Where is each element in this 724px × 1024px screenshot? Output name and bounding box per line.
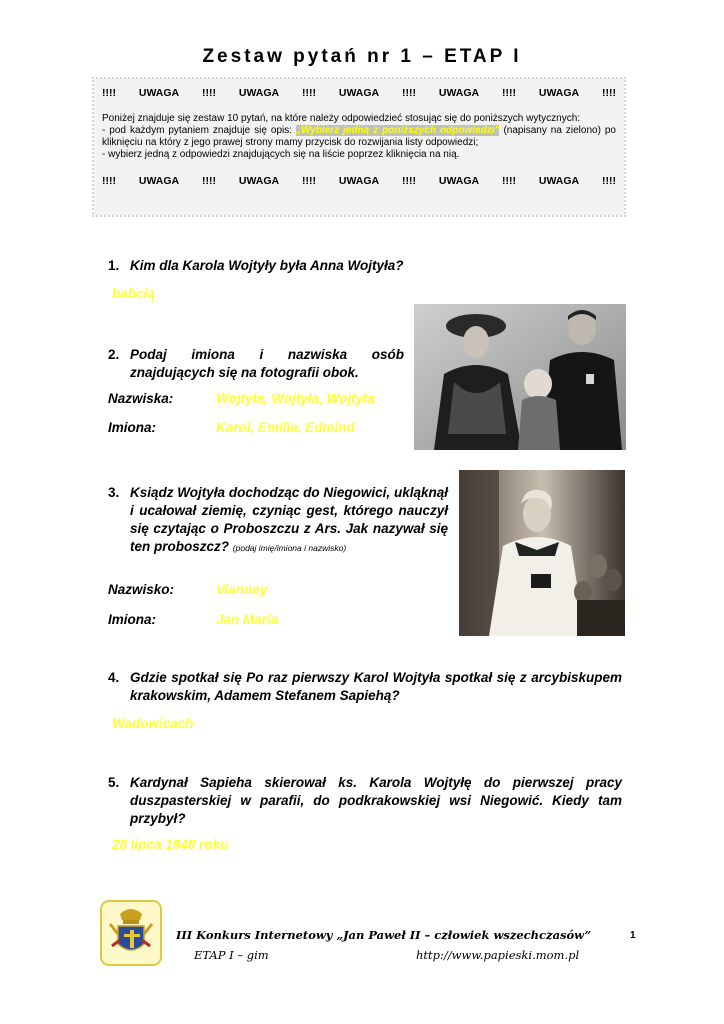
surname-label: Nazwiska: <box>108 391 174 406</box>
warning-token: UWAGA <box>338 87 380 99</box>
warning-token: !!!! <box>102 87 116 99</box>
warning-token: UWAGA <box>238 87 280 99</box>
warning-token: UWAGA <box>138 87 180 99</box>
answer-3-names[interactable]: Jan Maria <box>216 612 279 627</box>
notice-instructions <box>102 113 616 161</box>
warning-token: UWAGA <box>538 175 580 187</box>
question-1 <box>108 257 438 275</box>
question-text: Kardynał Sapieha skierował ks. Karola Wojtyłę do pierwszej pracy duszpasterskiej w parafii, do podkrakowskiej wsi Niegowić. Kiedy tam przybył? <box>130 775 622 826</box>
warning-token: !!!! <box>502 175 516 187</box>
answer-4[interactable]: Wadowicach <box>112 716 194 731</box>
family-photo <box>414 304 626 450</box>
page-number: 1 <box>630 930 636 941</box>
papal-crest-logo <box>100 900 162 966</box>
question-text: Podaj imiona i nazwiska osób znajdujących się na fotografii obok. <box>130 347 404 380</box>
warning-token: UWAGA <box>438 175 480 187</box>
question-number: 1. <box>108 258 120 273</box>
warning-token: !!!! <box>402 87 416 99</box>
answer-5[interactable]: 28 lipca 1948 roku <box>112 837 229 852</box>
question-4 <box>108 669 622 705</box>
answer-3-surname[interactable]: Vianney <box>216 582 268 597</box>
warning-token: !!!! <box>102 175 116 187</box>
footer-url[interactable]: http://www.papieski.mom.pl <box>416 948 580 962</box>
page-title: Zestaw pytań nr 1 – ETAP I <box>202 46 522 67</box>
page-footer <box>100 900 640 970</box>
warning-token: UWAGA <box>238 175 280 187</box>
warning-token: UWAGA <box>538 87 580 99</box>
warning-token: !!!! <box>602 87 616 99</box>
footer-stage: ETAP I – gim <box>194 948 269 962</box>
warning-token: !!!! <box>202 87 216 99</box>
warning-token: !!!! <box>302 87 316 99</box>
question-text: Gdzie spotkał się Po raz pierwszy Karol Wojtyła spotkał się z arcybiskupem krakowskim, Adamem Stefanem Sapiehą? <box>130 670 622 703</box>
warning-token: UWAGA <box>438 87 480 99</box>
warning-row-top <box>102 87 616 99</box>
warning-token: UWAGA <box>338 175 380 187</box>
question-5 <box>108 774 622 828</box>
notice-intro: Poniżej znajduje się zestaw 10 pytań, na które należy odpowiedzieć stosując się do poniższych wytycznych: <box>102 113 581 124</box>
notice-box <box>94 79 624 215</box>
question-number: 4. <box>108 670 120 685</box>
warning-token: !!!! <box>602 175 616 187</box>
names-label: Imiona: <box>108 420 157 435</box>
answer-2-names[interactable]: Karol, Emilia, Edmind <box>216 420 355 435</box>
names-label: Imiona: <box>108 612 157 627</box>
notice-line-2-pre: - pod każdym pytaniem znajduje się opis: <box>102 125 296 136</box>
answer-2-surnames[interactable]: Wojtyła, Wojtyła, Wojtyła <box>216 391 375 406</box>
question-3 <box>108 484 448 557</box>
notice-line-2 <box>102 125 616 149</box>
footer-contest-title: III Konkurs Internetowy „Jan Paweł II – człowiek wszechczasów” <box>176 928 592 942</box>
answer-1[interactable]: babcią <box>112 286 155 301</box>
warning-token: !!!! <box>402 175 416 187</box>
question-number: 5. <box>108 775 120 790</box>
question-2 <box>108 346 404 382</box>
question-number: 2. <box>108 347 120 362</box>
warning-token: UWAGA <box>138 175 180 187</box>
surname-label: Nazwisko: <box>108 582 175 597</box>
question-text: Kim dla Karola Wojtyły była Anna Wojtyła? <box>130 258 404 273</box>
notice-line-3: - wybierz jedną z odpowiedzi znajdujących się na liście poprzez kliknięcia na nią. <box>102 149 460 160</box>
question-text-body: Ksiądz Wojtyła dochodząc do Niegowici, ukląknął i ucałował ziemię, czyniąc gest, którego nauczył się czytając o Proboszczu z Ars. Jak nazywał się ten proboszcz? <box>130 485 448 554</box>
warning-token: !!!! <box>502 87 516 99</box>
warning-row-bottom <box>102 175 616 187</box>
warning-token: !!!! <box>302 175 316 187</box>
notice-highlight: „Wybierz jedną z poniższych odpowiedzi” <box>295 125 500 136</box>
notice-line-2-post: (napisany na zielono) po kliknięciu na który z jego prawej strony mamy przycisk do rozwijania listy odpowiedzi; <box>102 125 616 148</box>
warning-token: !!!! <box>202 175 216 187</box>
question-number: 3. <box>108 485 120 500</box>
priest-photo <box>459 470 625 636</box>
question-note: (podaj imię/imiona i nazwisko) <box>232 543 347 553</box>
question-text <box>108 484 448 557</box>
